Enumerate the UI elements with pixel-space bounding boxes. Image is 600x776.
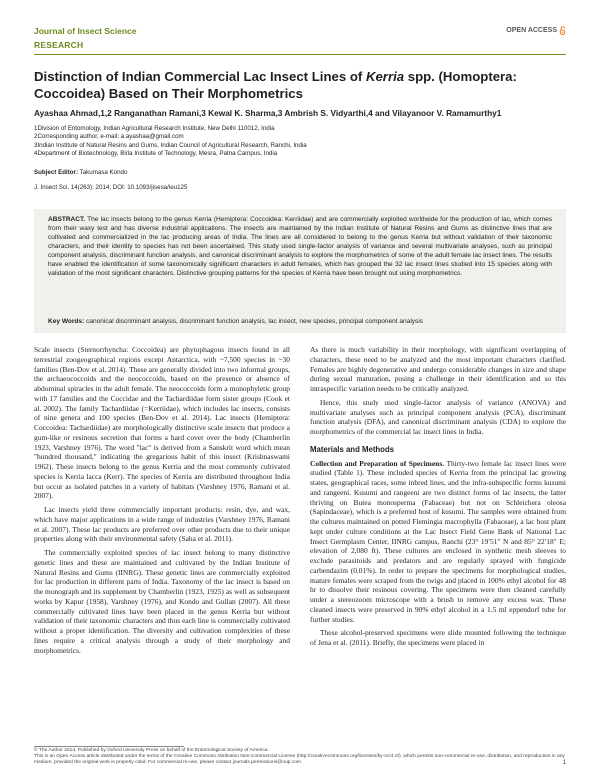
keywords-label: Key Words: (48, 318, 85, 325)
open-access-badge (506, 26, 566, 35)
citation-line[interactable]: J. Insect Sci. 14(263): 2014; DOI: 10.1093/jisesa/ieu125 (34, 184, 188, 191)
keywords-text: canonical discriminant analysis, discriminant function analysis, lac insect, new species, principal component analysis (86, 318, 424, 325)
right-column (310, 345, 566, 648)
methods-paragraph-1 (310, 459, 566, 625)
footer-divider (34, 746, 184, 747)
editor-name: Takumasa Kondo (79, 169, 128, 176)
intro-paragraph-2: Lac insects yield three commercially important products: resin, dye, and wax, which have major applications in a wide range of industries (Varshney 1976, Ramani et al. 2007). These lac products are preferred over other products due to their unique properties along with their environmental safety (Saha et al. 2011). (34, 505, 290, 544)
keywords (48, 318, 552, 325)
affiliation-1: 1Division of Entomology, Indian Agricultural Research Institute, New Delhi 110012, India (34, 125, 275, 132)
methods-subheading: Collection and Preparation of Specimens. (310, 458, 445, 468)
copyright-line: © The Author 2014. Published by Oxford University Press on behalf of the Entomological Society of America. (34, 748, 269, 753)
journal-header (34, 26, 566, 56)
affiliation-2[interactable]: 2Corresponding author, e-mail: a.ayashaa@gmail.com (34, 133, 184, 141)
methods-paragraph-2: These alcohol-preserved specimens were slide mounted following the technique of Jena et al. (2011). Briefly, the specimens were placed in (310, 628, 566, 647)
open-access-text: OPEN ACCESS (506, 27, 557, 34)
license-text[interactable]: This is an Open Access article distributed under the terms of the Creative Commons Attribution Non-Commercial License (http://creativecommons.org/licenses/by-nc/4.0/), which permits non-commercial re-use, distribution, and reproduction in any medium, provided the original work is properly cited. For commercial re-use, please contact journals.permissions@oup.com (34, 754, 565, 766)
section-label: RESEARCH (34, 40, 84, 50)
intro-paragraph-5: Hence, this study used single-factor analysis of variance (ANOVA) and multivariate analyses such as principal component analysis (PCA), discriminant function analysis (DFA), and canonical discriminant analysis (CDA) to explore the morphometrics of the commercial lac insect lines in India. (310, 397, 566, 436)
subject-editor (34, 169, 127, 176)
page-number: 1 (562, 760, 566, 766)
intro-paragraph-4: As there is much variability in their morphology, with significant overlapping of characters, these need to be analyzed and the most important characters clarified. Females are highly degenerative and undergo considerable changes in size and shape during sexual maturation, posing a challenge in their identification and so this intraspecific variation needs to be critically analyzed. (310, 345, 566, 393)
abstract-label: ABSTRACT. (48, 216, 86, 223)
journal-name[interactable]: Journal of Insect Science (34, 26, 137, 36)
abstract (48, 215, 552, 278)
left-column (34, 345, 290, 655)
article-title (34, 68, 566, 102)
affiliations (34, 125, 566, 159)
author-list: Ayashaa Ahmad,1,2 Ranganathan Ramani,3 Kewal K. Sharma,3 Ambrish S. Vidyarthi,4 and Vilayanoor V. Ramamurthy1 (34, 108, 502, 118)
footer-license (34, 748, 566, 767)
open-lock-icon (559, 26, 566, 35)
methods-text-1: Thirty-two female lac insect lines were studied (Table 1). These included species of Kerria from the principal lac growing states, geographical races, some inbred lines, and the infra-subspecific forms kusumi and rangeeni. Kusumi and rangeeni are two distinct forms of lac insects, the latter thriving on Butea monosperma (Fabaceae) but not on Schleichera oleosa (Sapindaceae), which is a preferred host of kusumi. The samples were obtained from the cultures maintained on potted Flemingia macrophylla (Fabaceae), a lac host plant kept under culture conditions at the Lac Insect Field Gene Bank of National Lac Insect Germplasm Center, IINRG campus, Ranchi (23° 19′51″ N and 85° 22′18″ E; elevation of 2,080 ft). These cultures are enclosed in synthetic mesh sleeves to exclude parasitoids and predators and are regularly sprayed with fungicide carbendazim (0.01%). In order to prepare the specimens for morphological studies, mature females were scraped from the twigs and placed in 100% ethyl alcohol for 48 hr to dissolve their resinous covering. The specimens were then cleaned carefully under a stereozoom microscope with a brush to remove any excess wax. These cleaned insects were preserved in 90% ethyl alcohol in a 1.5 ml eppendorf tube for further studies. (310, 458, 566, 624)
intro-paragraph-1: Scale insects (Sternorrhyncha: Coccoidea) are phytophagous insects found in all terrestrial zoogeographical regions except Antarctica, with ~7,500 species in ~30 families (Ben-Dov et al. 2014). These are generally divided into two informal groups, the archaeococcoids and the neococcoids, based on the presence or absence of abdominal spiracles in the adult female. The neococcoids form a monophyletic group with 17 families and the Coccidae and the Tachardiidae form sister groups (Cook et al. 2002). The family Tachardiidae (=Kerriidae), which includes lac insects, consists of nine genera and 100 species (Ben-Dov et al. 2014). Lac insects (Hemiptera: Coccoidea: Tachardiidae) are morphologically distinctive scale insects that produce a gum-like or resinous secretion that forms a hard cover over the body (Chamberlin 1923, Varshney 1976). The word "lac" is derived from a Sanskrit word which mean "hundred thousand," indicating the gregarious habit of this insect (Krishnaswami 1962). These insects belong to the genus Kerria and the most commonly cultivated species is Kerria lacca (Kerr). The species of Kerria are distributed throughout India but occur as isolated patches in a variety of habitats (Varshney 1976, Ramani et al. 2007). (34, 345, 290, 501)
editor-label: Subject Editor: (34, 169, 79, 176)
title-text-2: spp. (Homoptera: Coccoidea) Based on Their Morphometrics (34, 69, 517, 101)
abstract-text: The lac insects belong to the genus Kerria (Hemiptera: Coccoidea: Kerriidae) and are commercially exploited worldwide for the production of lac, which comes from their waxy test and has diverse industrial applications. The insects are maintained by the Indian Institute of Natural Resins and Gums as distinctive lines that are cultivated and commercialized in the lac producing areas of India. The lines are all considered to belong to the genus Kerria but without validation of their taxonomic characters, and their identity to species has not been ascertained. This study used single-factor analysis of variance and several multivariate analyses, such as principal component analysis, discriminant function analysis, and canonical discriminant analysis to explore the morphometrics of some of the adult female lac insect lines. The results have enabled the identification of some taxonomically significant characters in adult females, which has grouped the 32 lac insect lines studied into 15 species along with validation of the most significant characters. Distinctive grouping patterns for the species of Kerria have been brought out using morphometrics. (48, 216, 553, 277)
title-genus: Kerria (365, 69, 405, 84)
intro-paragraph-3: The commercially exploited species of lac insect belong to many distinctive genetic lines and these are maintained and cultivated by the Indian Institute of Natural Resins and Gums (IINRG). These genetic lines are commercially exploited for lac production in different parts of India. Taxonomy of the lac insect is based on the monograph and its supplement by Chamberlin (1923, 1925) as well as subsequent works by Kapur (1958), Varshney (1976), and Kondo and Gullan (2007). All these commercially cultivated lines have been placed in the genus Kerria but without validation of their taxonomic characters and thus each line is commercially cultivated without a proper identification. The diversity and cultivation complexities of these lines require a critical analysis through a study of their morphology and morphometrics. (34, 548, 290, 655)
methods-heading: Materials and Methods (310, 444, 395, 454)
title-text-1: Distinction of Indian Commercial Lac Insect Lines of (34, 69, 366, 84)
affiliation-3: 3Indian Institute of Natural Resins and Gums, Indian Council of Agricultural Research, Ranchi, India (34, 141, 307, 149)
header-divider (34, 54, 566, 55)
affiliation-4: 4Department of Biotechnology, Birla Institute of Technology, Mesra, Patna Campus, India (34, 150, 278, 158)
